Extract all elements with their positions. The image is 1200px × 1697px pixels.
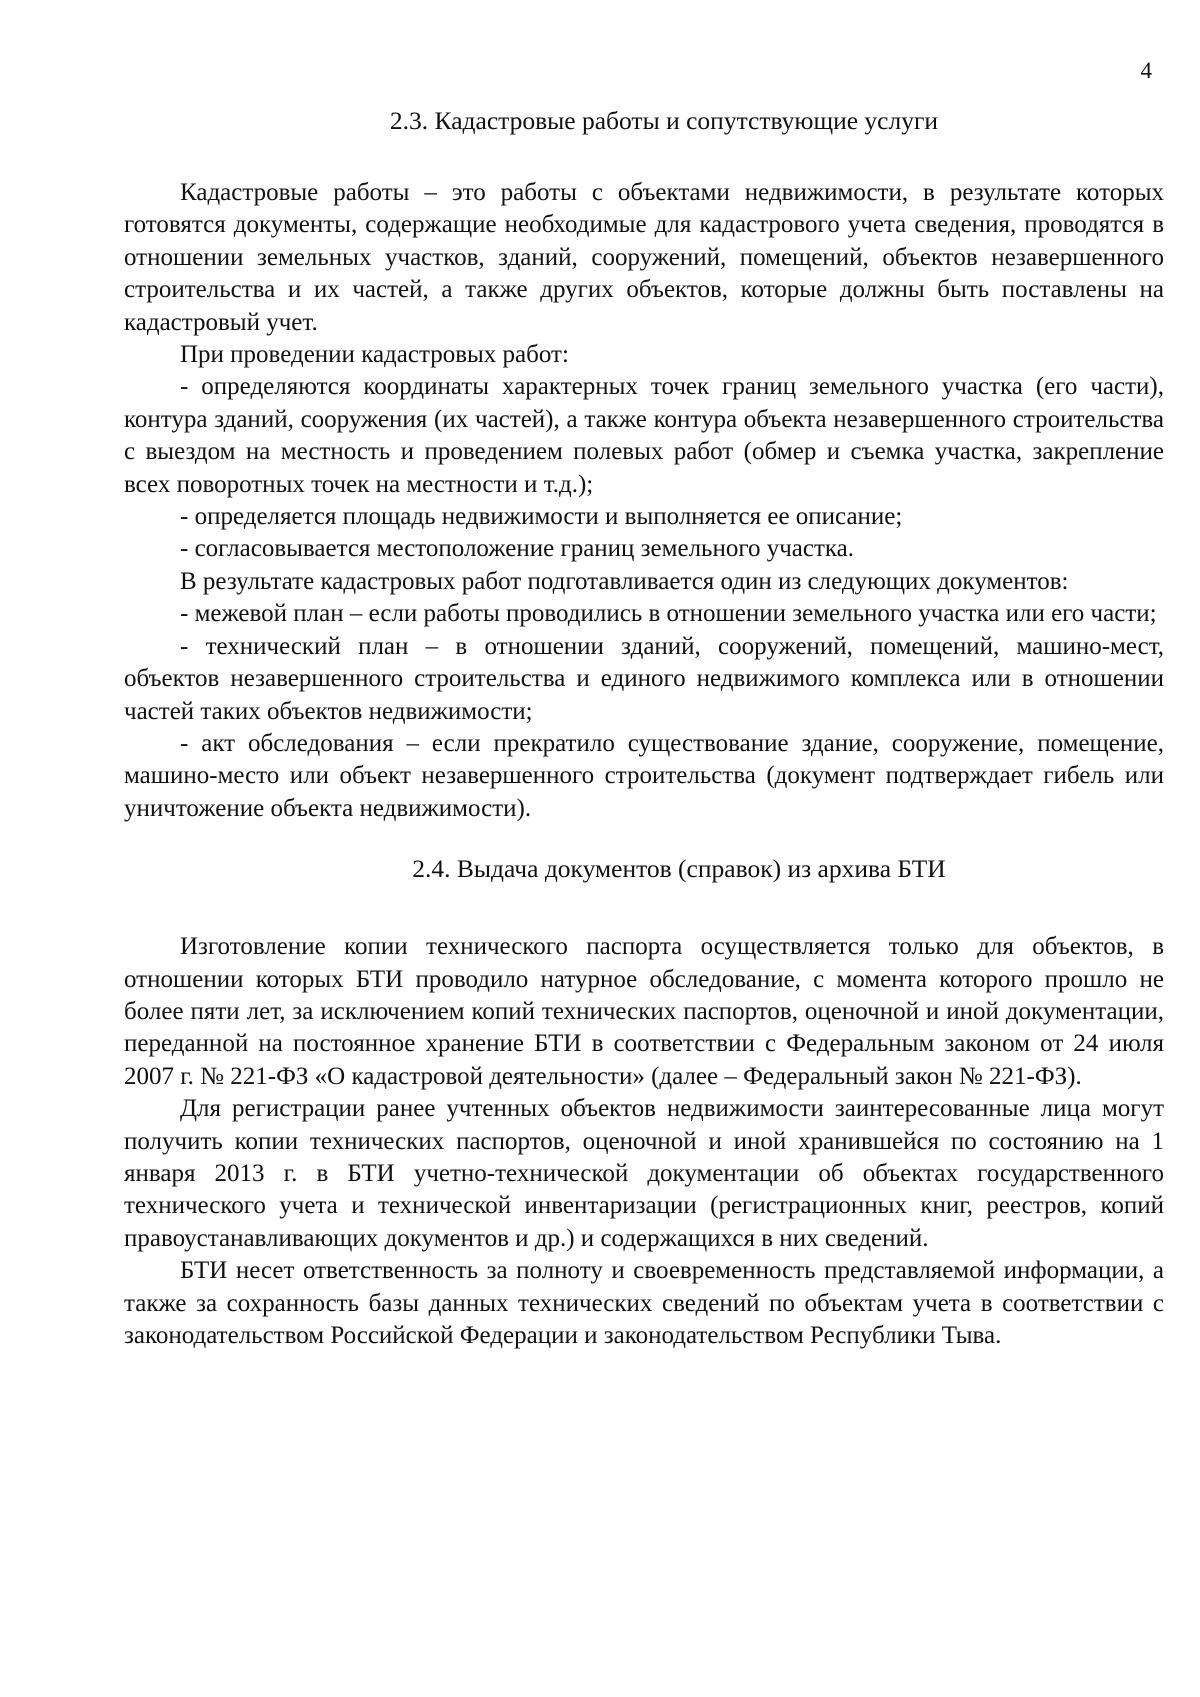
paragraph: Изготовление копии технического паспорта осуществляется только для объектов, в отношении которых БТИ проводило натурное обследование, с момента которого прошло не более пяти лет, за исключением копий технических паспортов, оценочной и иной документации, переданной на постоянное хранение БТИ в соответствии с Федеральным законом от 24 июля 2007 г. № 221-ФЗ «О кадастровой деятельности» (далее – Федеральный закон № 221-ФЗ). (124, 933, 1164, 1090)
paragraph: Кадастровые работы – это работы с объектами недвижимости, в результате которых готовятся документы, содержащие необходимые для кадастрового учета сведения, проводятся в отношении земельных участков, зданий, сооружений, помещений, объектов незавершенного строительства и их частей, а также других объектов, которые должны быть поставлены на кадастровый учет. (124, 179, 1164, 336)
section-heading: 2.4. Выдача документов (справок) из архива БТИ (412, 854, 946, 884)
section-heading: 2.3. Кадастровые работы и сопутствующие услуги (389, 106, 939, 135)
list-item: - межевой план – если работы проводились в отношении земельного участка или его части; (180, 600, 1157, 628)
list-item: - согласовывается местоположение границ земельного участка. (180, 535, 855, 563)
list-item: - акт обследования – если прекратило существование здание, сооружение, помещение, машино-место или объект незавершенного строительства (документ подтверждает гибель или уничтожение объекта недвижимости). (124, 729, 1164, 822)
list-item: - определяется площадь недвижимости и выполняется ее описание; (180, 503, 903, 531)
document-body (124, 105, 1164, 1352)
paragraph: БТИ несет ответственность за полноту и своевременность представляемой информации, а также за сохранность базы данных технических сведений по объектам учета в соответствии с законодательством Российской Федерации и законодательством Республики Тыва. (124, 1257, 1164, 1349)
paragraph: Для регистрации ранее учтенных объектов недвижимости заинтересованные лица могут получить копии технических паспортов, оценочной и иной хранившейся по состоянию на 1 января 2013 г. в БТИ учетно-технической документации об объектах государственного технического учета и технической инвентаризации (регистрационных книг, реестров, копий правоустанавливающих документов и др.) и содержащихся в них сведений. (124, 1095, 1164, 1252)
section-cadastral-works (124, 105, 1164, 825)
paragraph: При проведении кадастровых работ: (180, 341, 569, 369)
section-bti-archive (124, 853, 1164, 1352)
paragraph: В результате кадастровых работ подготавливается один из следующих документов: (180, 567, 1069, 595)
page-number: 4 (1140, 58, 1152, 83)
list-item: - технический план – в отношении зданий, сооружений, помещений, машино-мест, объектов незавершенного строительства и единого недвижимого комплекса или в отношении частей таких объектов недвижимости; (124, 632, 1164, 725)
list-item: - определяются координаты характерных точек границ земельного участка (его части), контура зданий, сооружения (их частей), а также контура объекта незавершенного строительства с выездом на местность и проведением полевых работ (обмер и съемка участка, закрепление всех поворотных точек на местности и т.д.); (124, 373, 1164, 498)
